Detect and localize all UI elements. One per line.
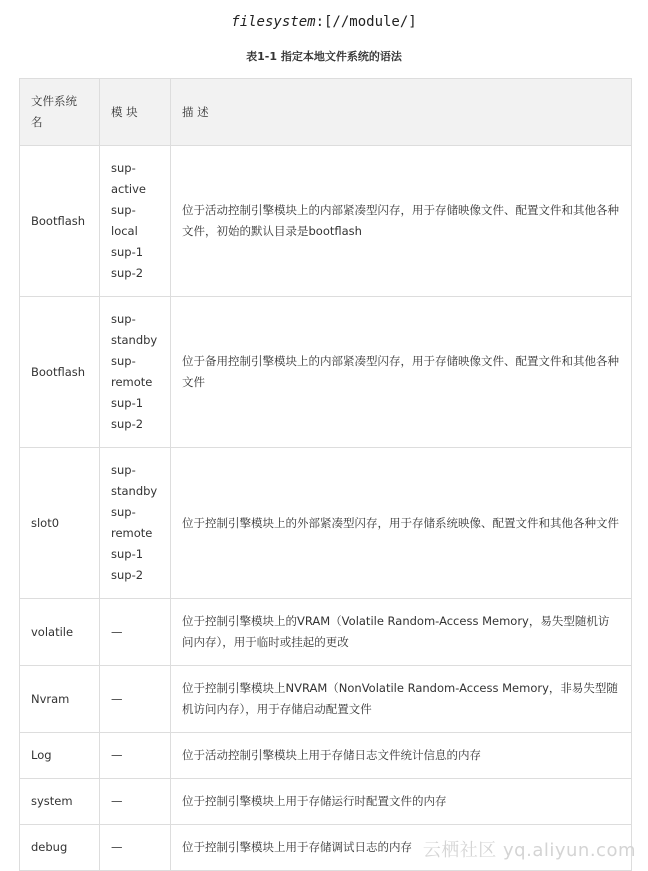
table-row (20, 146, 632, 297)
header-module: 模 块 (100, 79, 171, 146)
module-line: sup- (111, 463, 136, 477)
module-line: active (111, 182, 146, 196)
watermark: 云栖社区 yq.aliyun.com (422, 840, 636, 861)
module-line: remote (111, 526, 153, 540)
module-line: sup-1 (111, 245, 144, 259)
cell-description: 位于控制引擎模块上的外部紧凑型闪存，用于存储系统映像、配置文件和其他各种文件 (171, 448, 632, 599)
table-row (20, 599, 632, 666)
table-row (20, 779, 632, 825)
table-row (20, 733, 632, 779)
filesystem-table (19, 78, 632, 871)
cell-description: 位于备用控制引擎模块上的内部紧凑型闪存，用于存储映像文件、配置文件和其他各种文件 (171, 297, 632, 448)
module-line: sup- (111, 505, 136, 519)
table-caption: 表1-1 指定本地文件系统的语法 (246, 50, 402, 63)
cell-description: 位于控制引擎模块上NVRAM（NonVolatile Random-Access Memory，非易失型随机访问内存），用于存储启动配置文件 (171, 666, 632, 733)
cell-module: — (100, 666, 171, 733)
cell-module: — (100, 779, 171, 825)
module-line: sup-1 (111, 547, 144, 561)
cell-module (100, 297, 171, 448)
cell-module: — (100, 599, 171, 666)
header-filesystem-name: 文件系统名 (20, 79, 100, 146)
module-line: remote (111, 375, 153, 389)
cell-description: 位于控制引擎模块上用于存储运行时配置文件的内存 (171, 779, 632, 825)
module-line: sup-1 (111, 396, 144, 410)
cell-filesystem: Log (20, 733, 100, 779)
module-line: standby (111, 333, 158, 347)
cell-description: 位于控制引擎模块上的VRAM（Volatile Random-Access Memory，易失型随机访问内存），用于临时或挂起的更改 (171, 599, 632, 666)
syntax-module: :[//module/] (315, 14, 417, 30)
module-line: sup-2 (111, 568, 144, 582)
table-row (20, 297, 632, 448)
cell-filesystem: slot0 (20, 448, 100, 599)
cell-filesystem: volatile (20, 599, 100, 666)
cell-description: 位于控制引擎模块上用于存储调试日志的内存 (171, 825, 632, 871)
header-description: 描 述 (171, 79, 632, 146)
table-row (20, 448, 632, 599)
syntax-filesystem: filesystem (231, 14, 316, 30)
cell-filesystem: Nvram (20, 666, 100, 733)
cell-module (100, 146, 171, 297)
cell-filesystem: Bootflash (20, 297, 100, 448)
table-row (20, 666, 632, 733)
cell-filesystem: Bootflash (20, 146, 100, 297)
module-line: sup- (111, 354, 136, 368)
module-line: sup- (111, 203, 136, 217)
cell-description: 位于活动控制引擎模块上用于存储日志文件统计信息的内存 (171, 733, 632, 779)
module-line: sup- (111, 161, 136, 175)
cell-filesystem: system (20, 779, 100, 825)
module-line: local (111, 224, 138, 238)
syntax-line (0, 14, 648, 30)
cell-module: — (100, 733, 171, 779)
module-line: standby (111, 484, 158, 498)
cell-filesystem: debug (20, 825, 100, 871)
table-header-row (20, 79, 632, 146)
module-line: sup-2 (111, 266, 144, 280)
module-line: sup- (111, 312, 136, 326)
cell-description: 位于活动控制引擎模块上的内部紧凑型闪存，用于存储映像文件、配置文件和其他各种文件，初始的默认目录是bootflash (171, 146, 632, 297)
cell-module: — (100, 825, 171, 871)
module-line: sup-2 (111, 417, 144, 431)
cell-module (100, 448, 171, 599)
